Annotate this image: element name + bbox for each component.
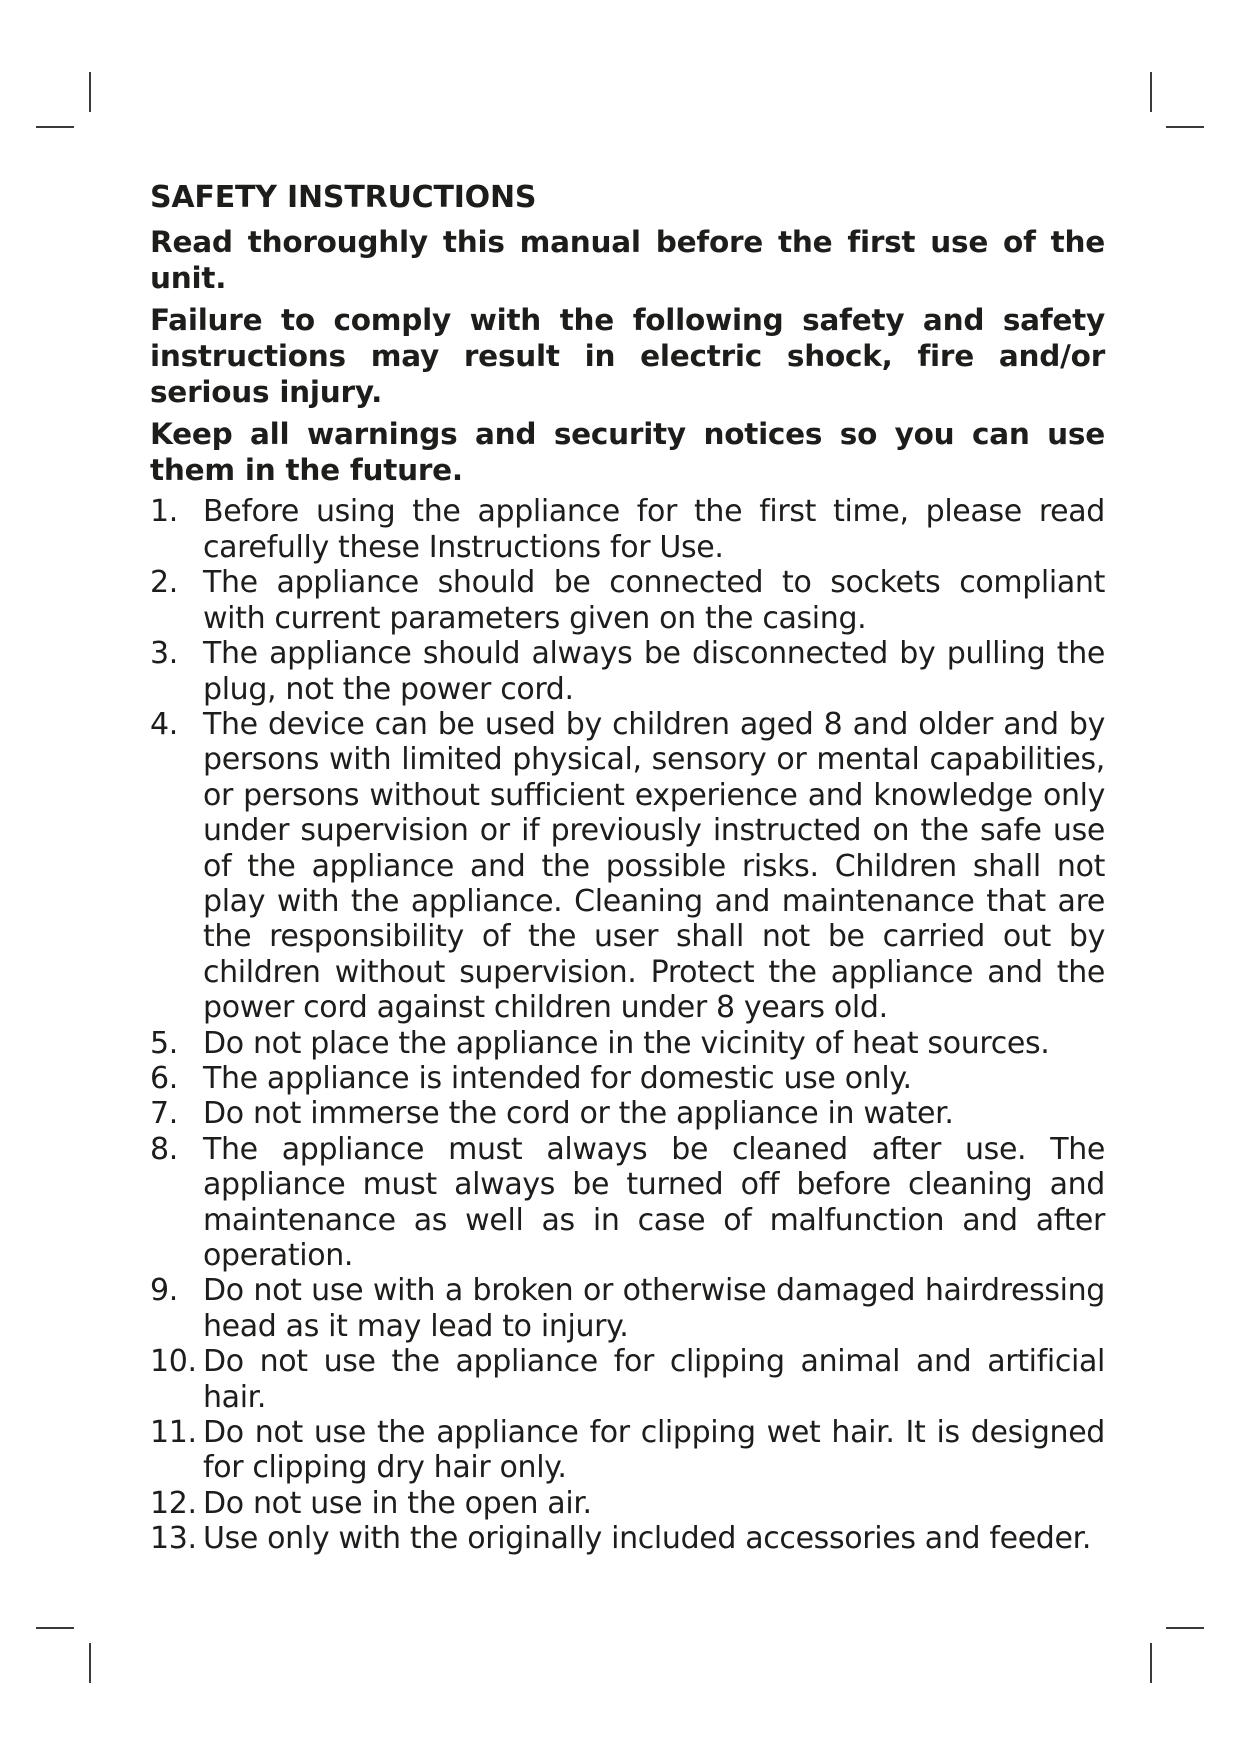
list-item (150, 1132, 1105, 1274)
intro-keep-warnings: Keep all warnings and security notices so you can use them in the future. (150, 416, 1105, 487)
list-item (150, 1273, 1105, 1344)
crop-mark-bottom-left-vertical (89, 1643, 91, 1683)
item-number: 3. (150, 636, 178, 672)
item-text: Do not immerse the cord or the appliance in water. (203, 1096, 954, 1132)
item-text: Do not use the appliance for clipping wet hair. It is designed for clipping dry hair only. (203, 1415, 1105, 1486)
list-item (150, 636, 1105, 707)
item-text: The appliance should always be disconnected by pulling the plug, not the power cord. (203, 636, 1105, 707)
item-number: 13. (150, 1521, 197, 1557)
list-item (150, 1344, 1105, 1415)
item-text: The appliance is intended for domestic use only. (203, 1060, 912, 1096)
item-text: The appliance should be connected to sockets compliant with current parameters given on the casing. (203, 565, 1105, 636)
list-item (150, 1061, 1105, 1096)
list-item (150, 1486, 1105, 1521)
item-number: 8. (150, 1131, 178, 1167)
intro-failure-warning: Failure to comply with the following safety and safety instructions may result in electric shock, fire and/or serious injury. (150, 302, 1105, 409)
list-item (150, 1415, 1105, 1486)
crop-mark-bottom-right-vertical (1150, 1643, 1152, 1683)
item-number: 1. (150, 494, 178, 530)
page-title: SAFETY INSTRUCTIONS (150, 180, 537, 215)
list-item (150, 707, 1105, 1026)
item-text: The device can be used by children aged 8 and older and by persons with limited physical, sensory or mental capabilities, or persons without sufficient experience and knowledge only under supervision or if previously instructed on the safe use of the appliance and the possible risks. Children shall not play with the appliance. Cleaning and maintenance that are the responsibility of the user shall not be carried out by children without supervision. Protect the appliance and the power cord against children under 8 years old. (203, 706, 1105, 1026)
crop-mark-bottom-left-horizontal (36, 1627, 74, 1629)
item-text: Do not place the appliance in the vicinity of heat sources. (203, 1025, 1050, 1061)
crop-mark-bottom-right-horizontal (1166, 1627, 1204, 1629)
item-text: Do not use the appliance for clipping animal and artificial hair. (203, 1344, 1105, 1415)
item-number: 11. (150, 1415, 197, 1451)
list-item (150, 565, 1105, 636)
item-number: 9. (150, 1273, 178, 1309)
crop-mark-top-right-vertical (1150, 72, 1152, 112)
safety-instructions-list (150, 494, 1105, 1556)
item-number: 7. (150, 1096, 178, 1132)
crop-mark-top-left-horizontal (36, 126, 74, 128)
item-number: 5. (150, 1025, 178, 1061)
item-text: Before using the appliance for the first time, please read carefully these Instructions for Use. (203, 494, 1105, 565)
item-text: The appliance must always be cleaned after use. The appliance must always be turned off before cleaning and maintenance as well as in case of malfunction and after operation. (203, 1131, 1105, 1274)
item-number: 12. (150, 1485, 197, 1521)
list-item (150, 1096, 1105, 1131)
list-item (150, 494, 1105, 565)
item-number: 2. (150, 565, 178, 601)
item-text: Use only with the originally included accessories and feeder. (203, 1521, 1092, 1557)
item-number: 10. (150, 1344, 197, 1380)
item-number: 4. (150, 706, 178, 742)
crop-mark-top-right-horizontal (1166, 126, 1204, 128)
item-number: 6. (150, 1060, 178, 1096)
list-item (150, 1521, 1105, 1556)
item-text: Do not use in the open air. (203, 1485, 592, 1521)
intro-read-manual: Read thoroughly this manual before the first use of the unit. (150, 224, 1105, 295)
list-item (150, 1026, 1105, 1061)
item-text: Do not use with a broken or otherwise damaged hairdressing head as it may lead to injury. (203, 1273, 1105, 1344)
safety-instructions-page (150, 180, 1105, 1557)
crop-mark-top-left-vertical (89, 72, 91, 112)
